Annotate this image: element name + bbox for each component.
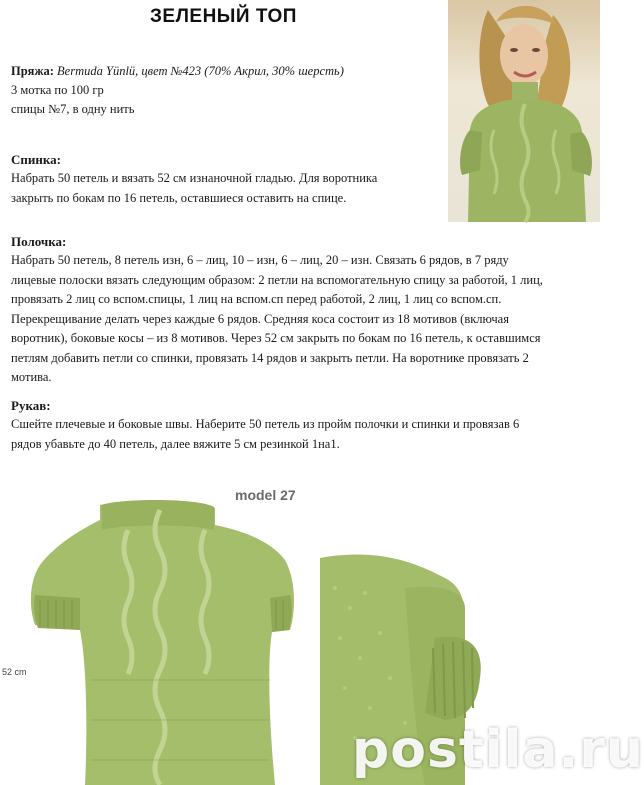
section-line: лицевые полоски вязать следующим образом: 2 петли на вспомогательную спицу за работой, 1 лиц, bbox=[11, 272, 543, 287]
section-line: Набрать 50 петель, 8 петель изн, 6 – лиц, 10 – изн, 6 – лиц, 20 – изн. Связать 6 рядов, в 7 ряду bbox=[11, 253, 509, 267]
section-sleeve bbox=[11, 396, 519, 454]
section-line: рядов убавьте до 40 петель, далее вяжите 5 см резинкой 1на1. bbox=[11, 436, 340, 451]
section-heading: Полочка : bbox=[11, 232, 543, 251]
yarn-value: Bermuda Yünlü, цвет №423 (70% Акрил, 30% шерсть) bbox=[57, 64, 344, 78]
section-line: Набрать 50 петель и вязать 52 см изнаночной гладью. Для воротника bbox=[11, 171, 378, 185]
yarn-label: Пряжа: bbox=[11, 64, 54, 78]
section-heading: Рукав : bbox=[11, 396, 519, 415]
section-line: Сшейте плечевые и боковые швы. Наберите 50 петель из пройм полочки и спинки и провязав 6 bbox=[11, 417, 520, 431]
section-line: провязать 2 лиц со вспом.спицы, 1 лиц на вспом.сп перед работой, 2 лиц, 1 лиц со вспом.сп. bbox=[11, 292, 502, 306]
section-line: мотива. bbox=[11, 370, 52, 384]
section-line: Перекрещивание делать через каждые 6 рядов. Средняя коса состоит из 18 мотивов (включая bbox=[11, 311, 509, 326]
yarn-info bbox=[11, 62, 344, 119]
measure-label: 52 cm bbox=[2, 667, 27, 677]
section-heading: Спинка : bbox=[11, 150, 377, 169]
sweater-flat-image bbox=[0, 480, 310, 785]
model-photo bbox=[448, 0, 600, 222]
page-title: ЗЕЛЕНЫЙ ТОП bbox=[150, 6, 297, 27]
yarn-needles: спицы №7, в одну нить bbox=[11, 102, 135, 116]
yarn-amount: 3 мотка по 100 гр bbox=[11, 83, 104, 97]
watermark: postila.ru bbox=[352, 720, 644, 780]
model-photo-illustration bbox=[448, 0, 600, 222]
section-front bbox=[11, 232, 543, 388]
section-line: петлям добавить петли со спинки, провязать 14 рядов и закрыть петли. На воротнике провязать 2 bbox=[11, 350, 529, 365]
section-line: закрыть по бокам по 16 петель, оставшиеся оставить на спице. bbox=[11, 190, 347, 205]
model-label: model 27 bbox=[235, 487, 296, 503]
section-line: воротник), боковые косы – из 8 мотивов. Через 52 см закрыть по бокам по 16 петель, к оставшимся bbox=[11, 331, 541, 345]
section-back bbox=[11, 150, 377, 208]
